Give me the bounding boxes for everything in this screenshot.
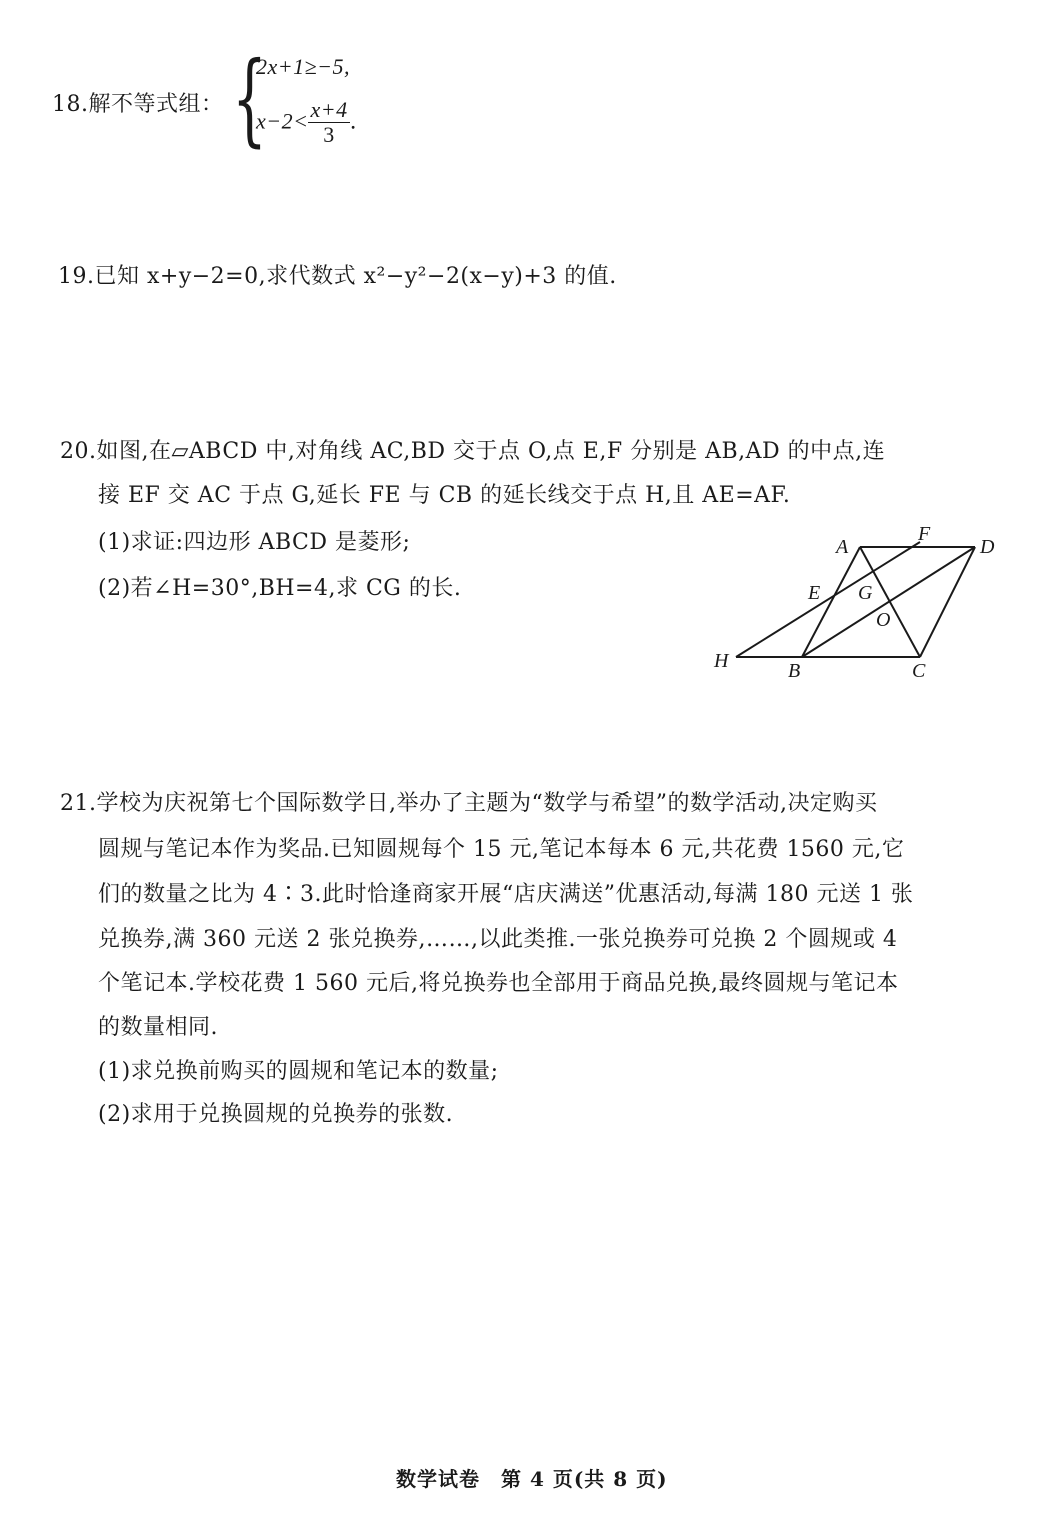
label-E: E: [808, 582, 821, 604]
q21-part-1: (1)求兑换前购买的圆规和笔记本的数量;: [98, 1059, 499, 1084]
label-O: O: [876, 609, 891, 631]
q18-fraction-numerator: x+4: [310, 97, 348, 122]
segment-BD: [802, 547, 975, 657]
q21-part-2: (2)求用于兑换圆规的兑换券的张数.: [98, 1102, 454, 1127]
q18-inequality-2-left: x−2<: [256, 108, 309, 134]
label-C: C: [912, 660, 926, 682]
q21-line-5: 个笔记本.学校花费 1 560 元后,将兑换券也全部用于商品兑换,最终圆规与笔记本: [98, 971, 899, 996]
q18-left-brace: {: [232, 40, 267, 157]
q21-line-6: 的数量相同.: [98, 1015, 218, 1040]
label-B: B: [788, 660, 801, 682]
label-F: F: [918, 523, 931, 545]
q18-label: 18.解不等式组：: [52, 92, 224, 117]
q20-line-1: 20.如图,在▱ABCD 中,对角线 AC,BD 交于点 O,点 E,F 分别是 AB,AD 的中点,连: [60, 439, 886, 464]
q21-line-4: 兑换券,满 360 元送 2 张兑换券,……,以此类推.一张兑换券可兑换 2 个圆规或 4: [98, 927, 898, 952]
q20-part-2: (2)若∠H=30°,BH=4,求 CG 的长.: [98, 576, 462, 601]
q20-figure: [700, 520, 1020, 690]
label-A: A: [836, 536, 849, 558]
q18-inequality-2-end: .: [349, 109, 358, 135]
q18-fraction-denominator: 3: [323, 122, 335, 147]
q21-line-3: 们的数量之比为 4∶3.此时恰逢商家开展“店庆满送”优惠活动,每满 180 元送 1 张: [98, 882, 914, 907]
q18-fraction: [308, 98, 349, 147]
label-G: G: [858, 582, 873, 604]
q20-part-1: (1)求证:四边形 ABCD 是菱形;: [98, 530, 411, 555]
q20-line-2: 接 EF 交 AC 于点 G,延长 FE 与 CB 的延长线交于点 H,且 AE=AF.: [98, 483, 791, 508]
label-D: D: [980, 536, 995, 558]
q21-line-2: 圆规与笔记本作为奖品.已知圆规每个 15 元,笔记本每本 6 元,共花费 1560 元,它: [98, 837, 905, 862]
page-footer: 数学试卷 第 4 页(共 8 页): [396, 1467, 668, 1491]
q18-inequality-2: [256, 98, 357, 147]
q19-text: 19.已知 x+y−2=0,求代数式 x²−y²−2(x−y)+3 的值.: [58, 264, 617, 289]
q18-inequality-1: 2x+1≥−5,: [256, 54, 351, 79]
q21-line-1: 21.学校为庆祝第七个国际数学日,举办了主题为“数学与希望”的数学活动,决定购买: [60, 791, 878, 816]
label-H: H: [714, 650, 729, 672]
